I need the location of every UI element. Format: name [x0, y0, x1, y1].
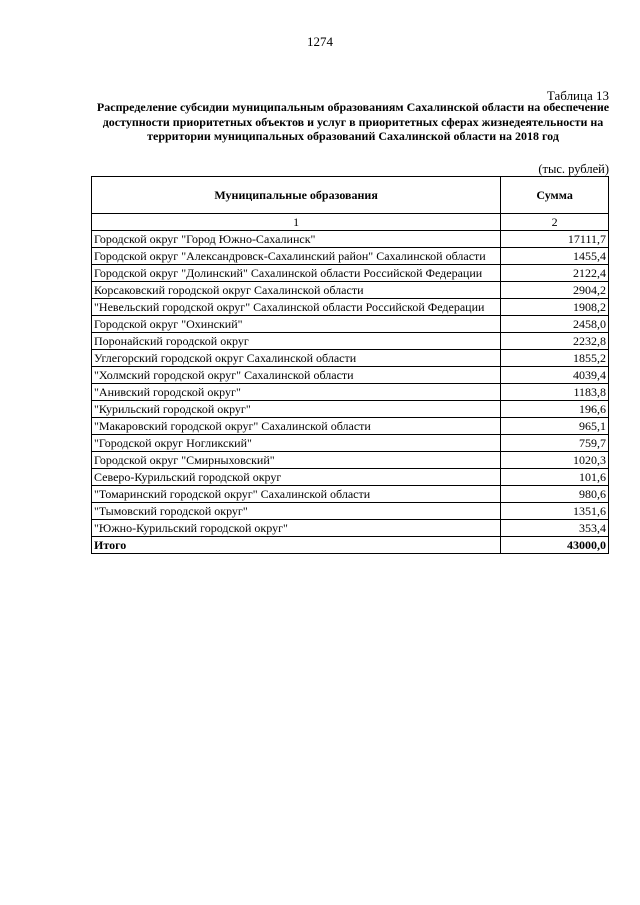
table-row [92, 248, 609, 265]
subsidy-amount: 2458,0 [501, 316, 609, 333]
table-row [92, 452, 609, 469]
municipality-name: Северо-Курильский городской округ [92, 469, 501, 486]
table-row [92, 265, 609, 282]
municipality-name: "Городской округ Ногликский" [92, 435, 501, 452]
column-number-row [92, 214, 609, 231]
column-number: 1 [92, 214, 501, 231]
table-row [92, 231, 609, 248]
subsidy-amount: 1455,4 [501, 248, 609, 265]
header-municipality: Муниципальные образования [92, 177, 501, 214]
subsidy-amount: 1020,3 [501, 452, 609, 469]
document-title: Распределение субсидии муниципальным образованиям Сахалинской области на обеспечение доступности приоритетных объектов и услуг в приоритетных сферах жизнедеятельности на территории муниципальных образований Сахалинской области на 2018 год [96, 100, 610, 143]
header-amount: Сумма [501, 177, 609, 214]
municipality-name: Углегорский городской округ Сахалинской области [92, 350, 501, 367]
subsidy-amount: 1855,2 [501, 350, 609, 367]
municipality-name: "Томаринский городской округ" Сахалинской области [92, 486, 501, 503]
subsidy-amount: 196,6 [501, 401, 609, 418]
subsidy-amount: 1183,8 [501, 384, 609, 401]
municipality-name: Поронайский городской округ [92, 333, 501, 350]
table-row [92, 350, 609, 367]
table-row [92, 333, 609, 350]
subsidy-amount: 17111,7 [501, 231, 609, 248]
table-row [92, 316, 609, 333]
total-label: Итого [92, 537, 501, 554]
municipality-name: "Курильский городской округ" [92, 401, 501, 418]
subsidy-amount: 965,1 [501, 418, 609, 435]
municipality-name: "Анивский городской округ" [92, 384, 501, 401]
subsidy-amount: 2232,8 [501, 333, 609, 350]
table-row [92, 469, 609, 486]
municipality-name: Корсаковский городской округ Сахалинской области [92, 282, 501, 299]
table-row [92, 367, 609, 384]
table-row [92, 299, 609, 316]
municipality-name: Городской округ "Город Южно-Сахалинск" [92, 231, 501, 248]
subsidy-amount: 1908,2 [501, 299, 609, 316]
municipality-name: Городской округ "Долинский" Сахалинской области Российской Федерации [92, 265, 501, 282]
table-row [92, 401, 609, 418]
subsidy-table [91, 176, 609, 554]
table-label: Таблица 13 [546, 88, 609, 103]
page-number: 1274 [307, 34, 333, 49]
municipality-name: "Тымовский городской округ" [92, 503, 501, 520]
municipality-name: Городской округ "Александровск-Сахалинский район" Сахалинской области [92, 248, 501, 265]
table-row [92, 486, 609, 503]
subsidy-amount: 101,6 [501, 469, 609, 486]
total-amount: 43000,0 [501, 537, 609, 554]
table-row [92, 282, 609, 299]
table-row [92, 503, 609, 520]
municipality-name: "Южно-Курильский городской округ" [92, 520, 501, 537]
municipality-name: Городской округ "Смирныховский" [92, 452, 501, 469]
subsidy-amount: 1351,6 [501, 503, 609, 520]
unit-note: (тыс. рублей) [538, 162, 609, 176]
column-number: 2 [501, 214, 609, 231]
municipality-name: "Макаровский городской округ" Сахалинской области [92, 418, 501, 435]
header-row [92, 177, 609, 214]
subsidy-amount: 4039,4 [501, 367, 609, 384]
municipality-name: Городской округ "Охинский" [92, 316, 501, 333]
table-row [92, 418, 609, 435]
subsidy-amount: 980,6 [501, 486, 609, 503]
municipality-name: "Невельский городской округ" Сахалинской области Российской Федерации [92, 299, 501, 316]
table-row [92, 384, 609, 401]
municipality-name: "Холмский городской округ" Сахалинской области [92, 367, 501, 384]
table-row [92, 435, 609, 452]
subsidy-amount: 2122,4 [501, 265, 609, 282]
subsidy-amount: 353,4 [501, 520, 609, 537]
subsidy-amount: 2904,2 [501, 282, 609, 299]
table-row [92, 520, 609, 537]
total-row [92, 537, 609, 554]
subsidy-amount: 759,7 [501, 435, 609, 452]
